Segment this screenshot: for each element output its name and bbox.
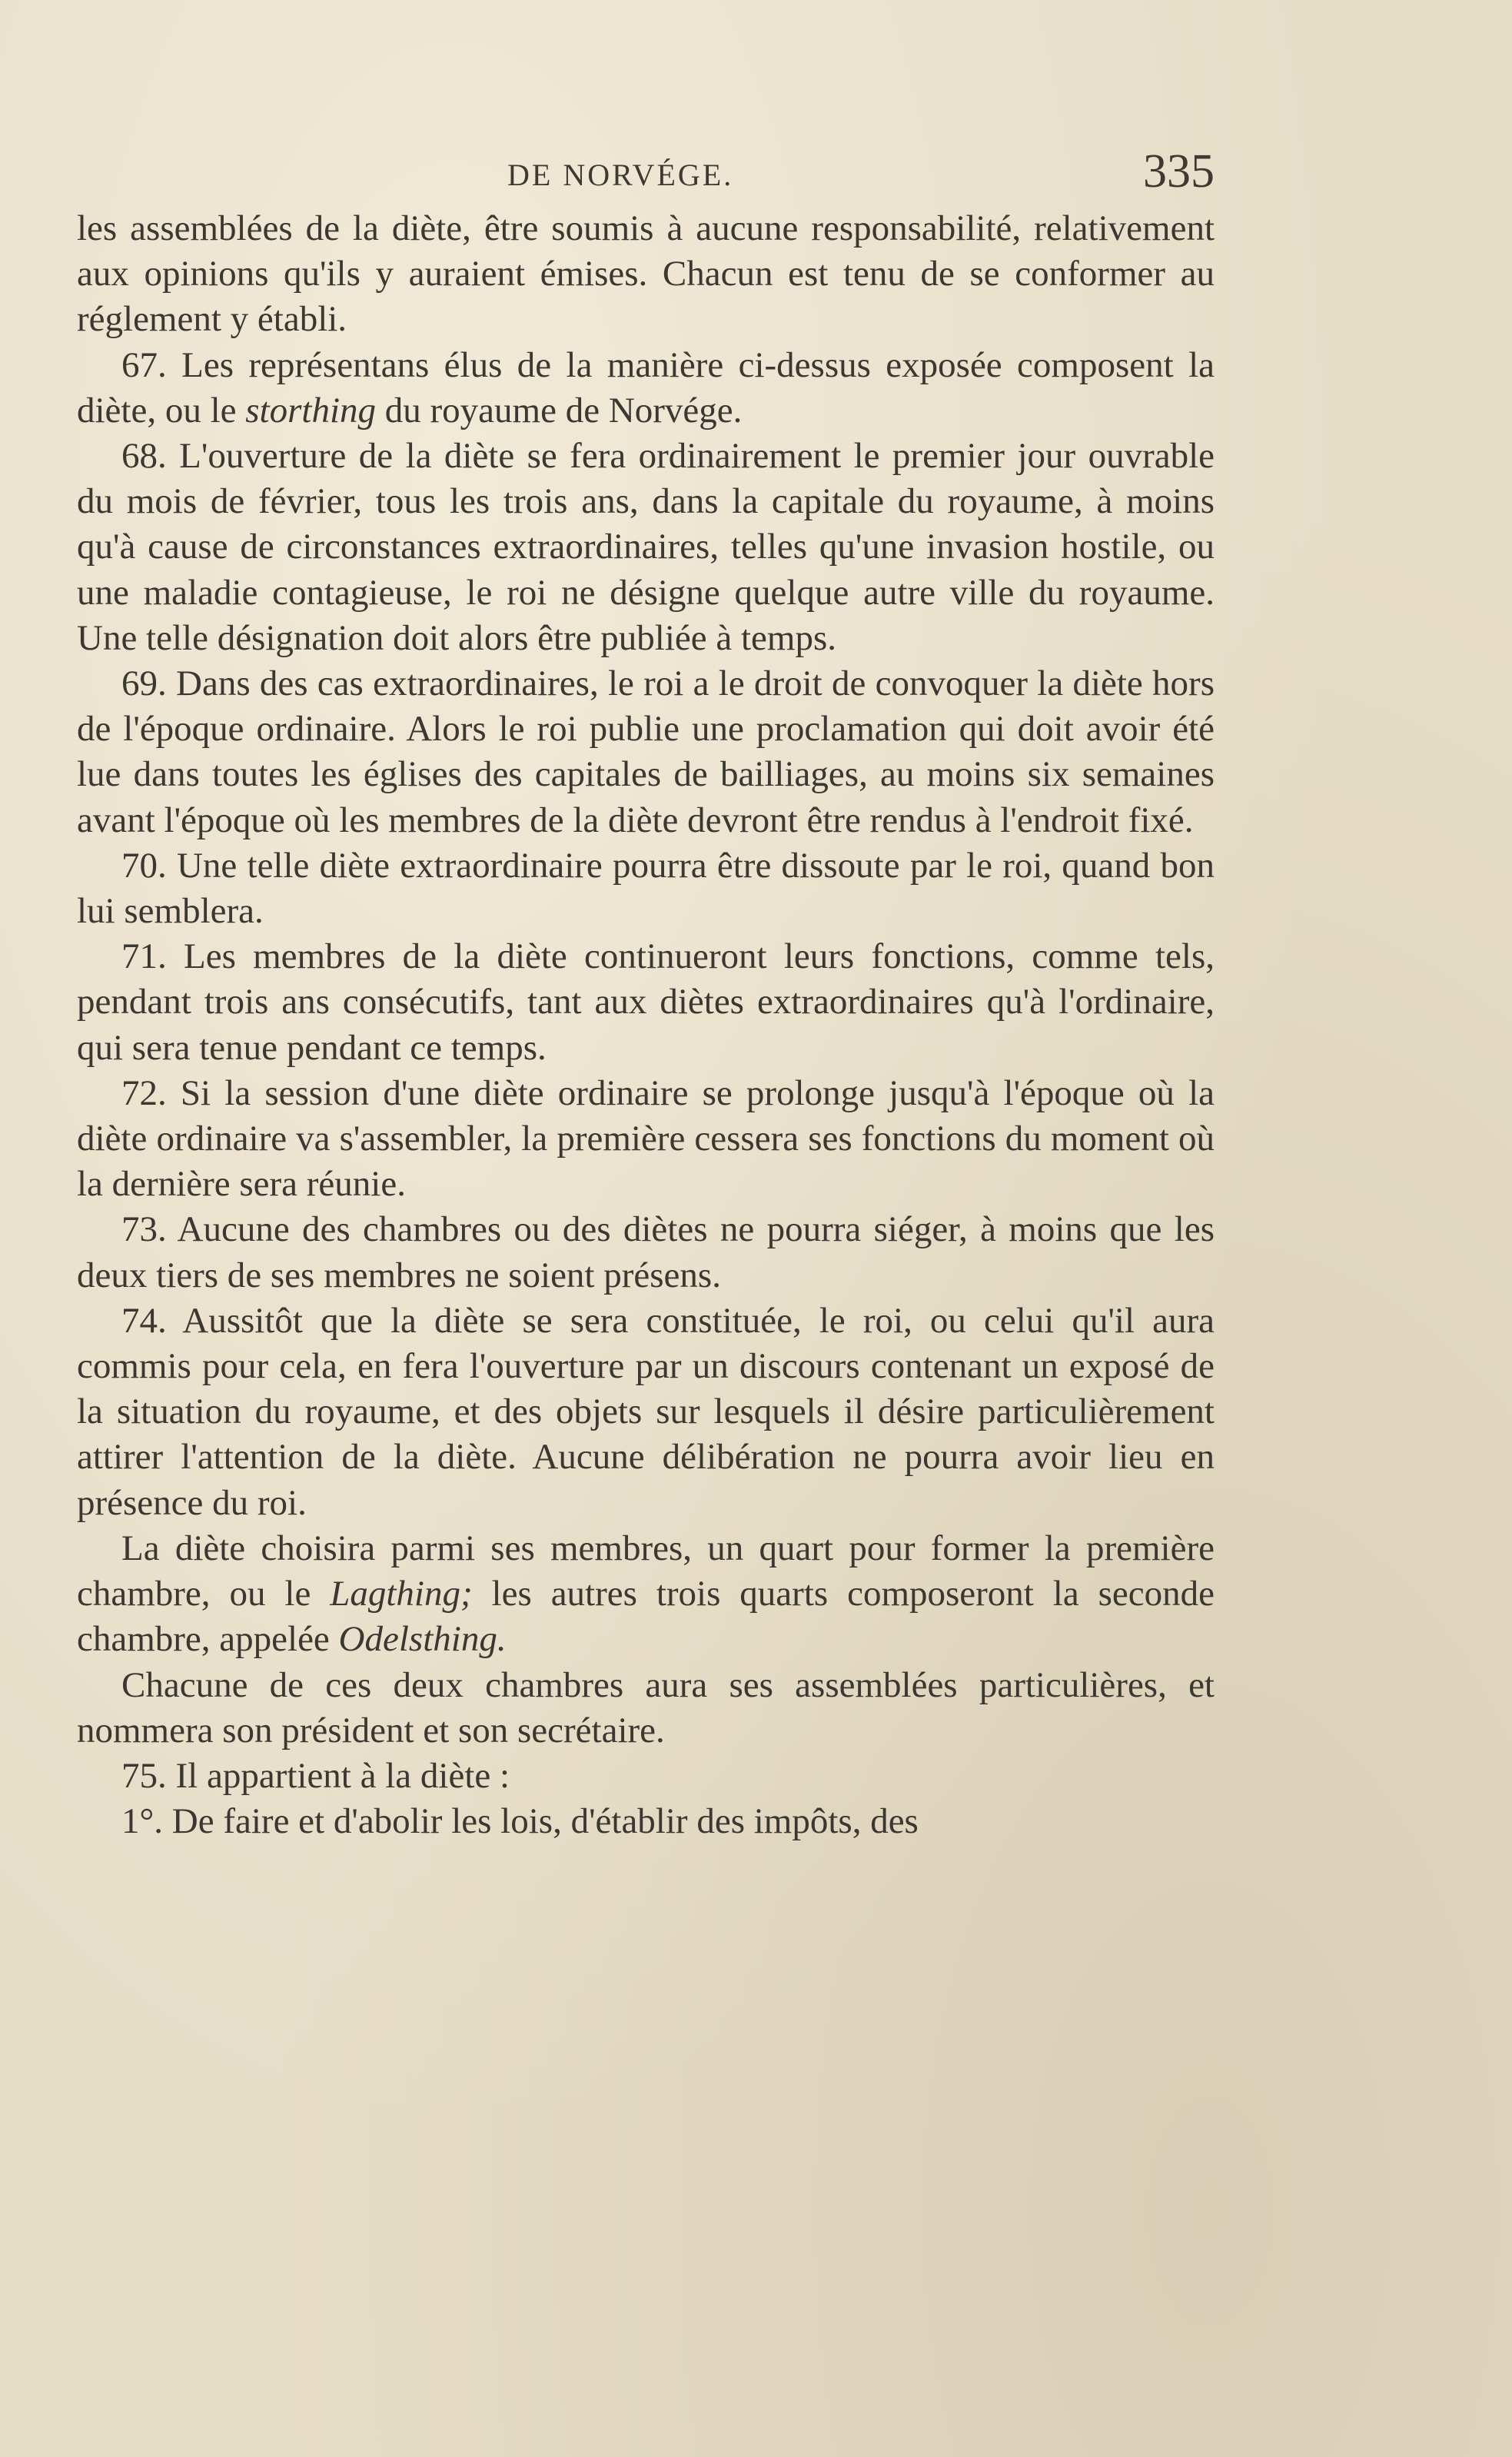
article-text: du royaume de Norvége. bbox=[376, 390, 743, 431]
article-text: Les membres de la diète continueront leurs fonctions, comme tels, pendant trois ans consécutifs, tant aux diètes extraordinaires qu'à l'ordinaire, qui sera tenue pendant ce temps. bbox=[77, 936, 1215, 1068]
paragraph-text: La diète choisira parmi ses membres, un quart pour former la première chambre, ou le bbox=[77, 1528, 1215, 1614]
running-title: DE NORVÉGE. bbox=[507, 158, 734, 192]
article-text: Si la session d'une diète ordinaire se prolonge jusqu'à l'époque où la diète ordinaire va s'assembler, la première cessera ses fonctions du moment où la dernière sera réunie. bbox=[77, 1072, 1215, 1205]
body-text bbox=[77, 206, 1215, 1844]
article-73 bbox=[77, 1207, 1215, 1298]
item-text: De faire et d'abolir les lois, d'établir des impôts, des bbox=[163, 1801, 919, 1842]
article-number: 74. bbox=[121, 1300, 167, 1341]
article-text: Aucune des chambres ou des diètes ne pourra siéger, à moins que les deux tiers de ses membres ne soient présens. bbox=[77, 1209, 1215, 1295]
article-number: 75. bbox=[121, 1755, 167, 1796]
paragraph-text: les assemblées de la diète, être soumis à aucune responsabilité, relativement aux opinions qu'ils y auraient émises. Chacun est tenu de se conformer au réglement y établi. bbox=[77, 208, 1215, 340]
article-70 bbox=[77, 843, 1215, 934]
article-68 bbox=[77, 434, 1215, 661]
item-number: 1°. bbox=[121, 1801, 164, 1842]
article-number: 72. bbox=[121, 1072, 167, 1113]
list-item-1 bbox=[77, 1799, 1215, 1844]
page-header bbox=[77, 145, 1215, 198]
article-text: Dans des cas extraordinaires, le roi a le droit de convoquer la diète hors de l'époque ordinaire. Alors le roi publie une proclamation qui doit avoir été lue dans toutes les églises des capitales de bailliages, au moins six semaines avant l'époque où les membres de la diète devront être rendus à l'endroit fixé. bbox=[77, 663, 1215, 840]
article-number: 69. bbox=[121, 663, 167, 704]
article-number: 68. bbox=[121, 436, 167, 477]
article-72 bbox=[77, 1071, 1215, 1208]
article-75 bbox=[77, 1754, 1215, 1799]
article-69 bbox=[77, 661, 1215, 843]
article-67 bbox=[77, 343, 1215, 434]
italic-term: storthing bbox=[245, 390, 377, 431]
paragraph-text: Chacune de ces deux chambres aura ses assemblées particulières, et nommera son président et son secrétaire. bbox=[77, 1664, 1215, 1750]
article-text: Aussitôt que la diète se sera constituée, le roi, ou celui qu'il aura commis pour cela, en fera l'ouverture par un discours contenant un exposé de la situation du royaume, et des objets sur lesquels il désire particulièrement attirer l'attention de la diète. Aucune délibération ne pourra avoir lieu en présence du roi. bbox=[77, 1300, 1215, 1523]
article-number: 67. bbox=[121, 344, 167, 385]
article-71 bbox=[77, 934, 1215, 1071]
paragraph-text: les autres trois quarts composeront la seconde chambre, appelée bbox=[77, 1574, 1215, 1660]
article-text: Les représentans élus de la manière ci-dessus exposée composent la diète, ou le bbox=[77, 344, 1215, 431]
article-text: Il appartient à la diète : bbox=[166, 1755, 510, 1796]
article-number: 73. bbox=[121, 1209, 167, 1250]
article-number: 71. bbox=[121, 936, 167, 977]
italic-term: Lagthing; bbox=[330, 1574, 473, 1614]
article-number: 70. bbox=[121, 845, 167, 886]
article-text: Une telle diète extraordinaire pourra être dissoute par le roi, quand bon lui semblera. bbox=[77, 845, 1215, 932]
paragraph-officers bbox=[77, 1663, 1215, 1754]
article-74 bbox=[77, 1298, 1215, 1526]
italic-term: Odelsthing. bbox=[338, 1619, 507, 1660]
paragraph-chambers bbox=[77, 1526, 1215, 1663]
paragraph-continuation bbox=[77, 206, 1215, 343]
article-text: L'ouverture de la diète se fera ordinairement le premier jour ouvrable du mois de février, tous les trois ans, dans la capitale du royaume, à moins qu'à cause de circonstances extraordinaires, telles qu'une invasion hostile, ou une maladie contagieuse, le roi ne désigne quelque autre ville du royaume. Une telle désignation doit alors être publiée à temps. bbox=[77, 436, 1215, 658]
page-number: 335 bbox=[1143, 145, 1215, 198]
